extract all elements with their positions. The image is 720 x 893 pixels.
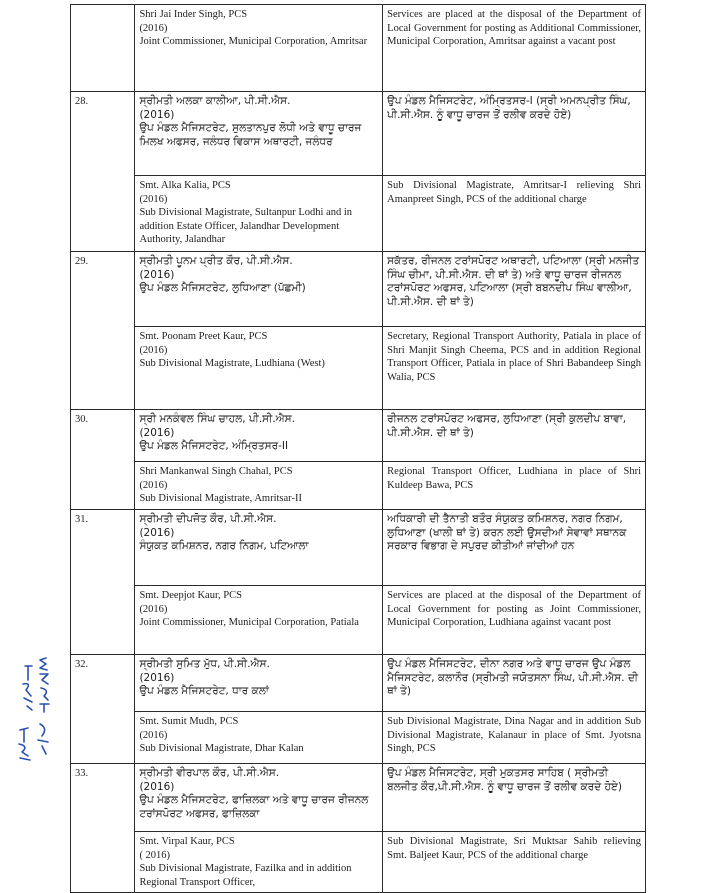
batch-year: (2016) <box>139 344 168 356</box>
batch-year: (2016) <box>139 671 175 684</box>
table-row <box>71 92 646 176</box>
serial-cell: 33. <box>71 764 135 893</box>
posting-cell-punjabi <box>383 252 646 327</box>
postings-table <box>70 4 646 893</box>
posting-cell-punjabi <box>383 410 646 462</box>
serial-cell <box>71 5 135 92</box>
present-designation-punjabi: ਉਪ ਮੰਡਲ ਮੈਜਿਸਟਰੇਟ, ਸੁਲਤਾਨਪੁਰ ਲੋਧੀ ਅਤੇ ਵਾਧੂ ਚਾਰਜ ਮਿਲਖ ਅਫਸਰ, ਜਲੰਧਰ ਵਿਕਾਸ ਅਥਾਰਟੀ, ਜਲੰਧਰ <box>139 122 362 148</box>
batch-year: ( 2016) <box>139 849 171 861</box>
present-designation: Sub Divisional Magistrate, Sultanpur Lodhi and in addition Estate Officer, Jalandhar Development Authority, Jalandhar <box>139 207 353 245</box>
officer-name: Smt. Virpal Kaur, PCS <box>139 836 235 847</box>
batch-year: (2016) <box>139 193 168 205</box>
name-cell-english <box>135 462 383 510</box>
name-cell-english <box>135 832 383 893</box>
posting-cell-english <box>383 5 646 92</box>
serial-cell: 28. <box>71 92 135 252</box>
posting-cell-english <box>383 832 646 893</box>
table-row <box>71 462 646 510</box>
serial-cell: 32. <box>71 655 135 764</box>
name-cell-punjabi <box>135 655 383 712</box>
table-row <box>71 712 646 764</box>
name-cell-english <box>135 712 383 764</box>
present-designation-punjabi: ਉਪ ਮੰਡਲ ਮੈਜਿਸਟਰੇਟ, ਲੁਧਿਆਣਾ (ਪੱਛਮੀ) <box>139 282 306 294</box>
new-posting: Sub Divisional Magistrate, Sri Muktsar Sahib relieving Smt. Baljeet Kaur, PCS of the additional charge <box>387 836 641 861</box>
posting-cell-english <box>383 586 646 655</box>
new-posting: Sub Divisional Magistrate, Dina Nagar and in addition Sub Divisional Magistrate, Kalanaur in place of Smt. Jyotsna Singh, PCS <box>387 716 641 754</box>
table-row <box>71 176 646 252</box>
serial-cell: 30. <box>71 410 135 510</box>
present-designation: Joint Commissioner, Municipal Corporation, Amritsar <box>139 36 368 47</box>
officer-name: Shri Jai Inder Singh, PCS <box>139 9 248 20</box>
new-posting: Services are placed at the disposal of the Department of Local Government for posting as Additional Commissioner, Municipal Corporation, Amritsar against a vacant post <box>387 9 641 47</box>
batch-year: (2016) <box>139 526 175 539</box>
officer-name-punjabi: ਸ੍ਰੀਮਤੀ ਅਲਕਾ ਕਾਲੀਆ, ਪੀ.ਸੀ.ਐਸ. <box>139 95 291 107</box>
present-designation: Sub Divisional Magistrate, Dhar Kalan <box>139 743 304 754</box>
batch-year: (2016) <box>139 603 168 615</box>
officer-name-punjabi: ਸ੍ਰੀਮਤੀ ਵੀਰਪਾਲ ਕੌਰ, ਪੀ.ਸੀ.ਐਸ. <box>139 767 280 779</box>
new-posting: Secretary, Regional Transport Authority, Patiala in place of Shri Manjit Singh Cheema, PCS and in addition Regional Transport Officer, Patiala in place of Shri Babandeep Singh Walia, PCS <box>387 331 641 383</box>
posting-cell-english <box>383 462 646 510</box>
table-row <box>71 764 646 832</box>
posting-cell-english <box>383 176 646 252</box>
new-posting-punjabi: ਉਪ ਮੰਡਲ ਮੈਜਿਸਟਰੇਟ, ਸ੍ਰੀ ਮੁਕਤਸਰ ਸਾਹਿਬ ( ਸ੍ਰੀਮਤੀ ਬਲਜੀਤ ਕੌਰ,ਪੀ.ਸੀ.ਐਸ. ਨੂੰ ਵਾਧੂ ਚਾਰਜ ਤੋਂ ਰਲੀਵ ਕਰਦੇ ਹੋਏ) <box>387 767 623 793</box>
new-posting: Sub Divisional Magistrate, Amritsar-I relieving Shri Amanpreet Singh, PCS of the additional charge <box>387 180 641 205</box>
present-designation-punjabi: ਉਪ ਮੰਡਲ ਮੈਜਿਸਟਰੇਟ, ਧਾਰ ਕਲਾਂ <box>139 685 269 697</box>
name-cell-english <box>135 327 383 410</box>
batch-year: (2016) <box>139 108 175 121</box>
batch-year: (2016) <box>139 426 175 439</box>
present-designation-punjabi: ਸੰਯੁਕਤ ਕਮਿਸ਼ਨਰ, ਨਗਰ ਨਿਗਮ, ਪਟਿਆਲਾ <box>139 540 309 552</box>
officer-name: Shri Mankanwal Singh Chahal, PCS <box>139 466 293 477</box>
name-cell-english <box>135 586 383 655</box>
officer-name-punjabi: ਸ੍ਰੀਮਤੀ ਦੀਪਜੋਤ ਕੌਰ, ਪੀ.ਸੀ.ਐਸ. <box>139 513 277 525</box>
posting-cell-punjabi <box>383 92 646 176</box>
new-posting-punjabi: ਸਕੱਤਰ, ਰੀਜਨਲ ਟਰਾਂਸਪੋਰਟ ਅਥਾਰਟੀ, ਪਟਿਆਲਾ (ਸ੍ਰੀ ਮਨਜੀਤ ਸਿੰਘ ਚੀਮਾ, ਪੀ.ਸੀ.ਐਸ. ਦੀ ਥਾਂ ਤੇ) ਅਤੇ ਵਾਧੂ ਚਾਰਜ ਰੀਜਨਲ ਟਰਾਂਸਪੋਰਟ ਅਫਸਰ, ਪਟਿਆਲਾ (ਸ੍ਰੀ ਬਬਨਦੀਪ ਸਿੰਘ ਵਾਲੀਆ, ਪੀ.ਸੀ.ਐਸ. ਦੀ ਥਾਂ ਤੇ) <box>387 255 640 308</box>
new-posting: Regional Transport Officer, Ludhiana in place of Shri Kuldeep Bawa, PCS <box>387 466 641 491</box>
serial-cell: 29. <box>71 252 135 410</box>
new-posting: Services are placed at the disposal of the Department of Local Government for posting as Joint Commissioner, Municipal Corporation, Ludhiana against vacant post <box>387 590 641 628</box>
posting-cell-english <box>383 712 646 764</box>
officer-name: Smt. Sumit Mudh, PCS <box>139 716 239 727</box>
present-designation: Sub Divisional Magistrate, Fazilka and in addition Regional Transport Officer, <box>139 863 352 888</box>
present-designation-punjabi: ਉਪ ਮੰਡਲ ਮੈਜਿਸਟਰੇਟ, ਅੰਮ੍ਰਿਤਸਰ-II <box>139 440 289 452</box>
table-row <box>71 510 646 586</box>
handwritten-signature <box>6 650 66 770</box>
table-row <box>71 655 646 712</box>
posting-cell-punjabi <box>383 764 646 832</box>
posting-cell-punjabi <box>383 510 646 586</box>
present-designation: Joint Commissioner, Municipal Corporation, Patiala <box>139 617 359 628</box>
new-posting-punjabi: ਅਧਿਕਾਰੀ ਦੀ ਤੈਨਾਤੀ ਬਤੌਰ ਸੰਯੁਕਤ ਕਮਿਸ਼ਨਰ, ਨਗਰ ਨਿਗਮ, ਲੁਧਿਆਣਾ (ਖਾਲੀ ਥਾਂ ਤੇ) ਕਰਨ ਲਈ ਉਸਦੀਆਂ ਸੇਵਾਵਾਂ ਸਥਾਨਕ ਸਰਕਾਰ ਵਿਭਾਗ ਦੇ ਸਪੁਰਦ ਕੀਤੀਆਂ ਜਾਂਦੀਆਂ ਹਨ <box>387 513 627 552</box>
officer-name-punjabi: ਸ੍ਰੀਮਤੀ ਪੂਨਮ ਪ੍ਰੀਤ ਕੌਰ, ਪੀ.ਸੀ.ਐਸ. <box>139 255 293 267</box>
batch-year: (2016) <box>139 479 168 491</box>
name-cell-punjabi <box>135 252 383 327</box>
batch-year: (2016) <box>139 268 175 281</box>
officer-name-punjabi: ਸ੍ਰੀਮਤੀ ਸੁਮਿਤ ਮੁੱਧ, ਪੀ.ਸੀ.ਐਸ. <box>139 658 270 670</box>
name-cell-english <box>135 5 383 92</box>
posting-cell-punjabi <box>383 655 646 712</box>
table-row <box>71 586 646 655</box>
present-designation: Sub Divisional Magistrate, Ludhiana (West) <box>139 358 325 369</box>
new-posting-punjabi: ਉਪ ਮੰਡਲ ਮੈਜਿਸਟਰੇਟ, ਅੰਮ੍ਰਿਤਸਰ-I (ਸ੍ਰੀ ਅਮਨਪ੍ਰੀਤ ਸਿੰਘ, ਪੀ.ਸੀ.ਐਸ. ਨੂੰ ਵਾਧੂ ਚਾਰਜ ਤੋਂ ਰਲੀਵ ਕਰਦੇ ਹੋਏ) <box>387 95 631 121</box>
name-cell-punjabi <box>135 410 383 462</box>
serial-cell: 31. <box>71 510 135 655</box>
new-posting-punjabi: ਉਪ ਮੰਡਲ ਮੈਜਿਸਟਰੇਟ, ਦੀਨਾ ਨਗਰ ਅਤੇ ਵਾਧੂ ਚਾਰਜ ਉਪ ਮੰਡਲ ਮੈਜਿਸਟਰੇਟ, ਕਲਾਨੌਰ (ਸ੍ਰੀਮਤੀ ਜਯੋਤਸਨਾ ਸਿੰਘ, ਪੀ.ਸੀ.ਐਸ. ਦੀ ਥਾਂ ਤੇ) <box>387 658 639 697</box>
batch-year: (2016) <box>139 22 168 34</box>
table-row <box>71 832 646 893</box>
table-row <box>71 5 646 92</box>
batch-year: (2016) <box>139 729 168 741</box>
officer-name: Smt. Alka Kalia, PCS <box>139 180 231 191</box>
table-row <box>71 327 646 410</box>
officer-name: Smt. Deepjot Kaur, PCS <box>139 590 242 601</box>
officer-name: Smt. Poonam Preet Kaur, PCS <box>139 331 268 342</box>
officer-name-punjabi: ਸ੍ਰੀ ਮਨਕੰਵਲ ਸਿੰਘ ਚਾਹਲ, ਪੀ.ਸੀ.ਐਸ. <box>139 413 295 425</box>
posting-cell-english <box>383 327 646 410</box>
name-cell-punjabi <box>135 764 383 832</box>
table-row <box>71 252 646 327</box>
present-designation: Sub Divisional Magistrate, Amritsar-II <box>139 493 302 504</box>
table-row <box>71 410 646 462</box>
present-designation-punjabi: ਉਪ ਮੰਡਲ ਮੈਜਿਸਟਰੇਟ, ਫਾਜ਼ਿਲਕਾ ਅਤੇ ਵਾਧੂ ਚਾਰਜ ਰੀਜਨਲ ਟਰਾਂਸਪੋਰਟ ਅਫਸਰ, ਫਾਜ਼ਿਲਕਾ <box>139 794 369 820</box>
batch-year: (2016) <box>139 780 175 793</box>
new-posting-punjabi: ਰੀਜਨਲ ਟਰਾਂਸਪੋਰਟ ਅਫਸਰ, ਲੁਧਿਆਣਾ (ਸ੍ਰੀ ਕੁਲਦੀਪ ਬਾਵਾ, ਪੀ.ਸੀ.ਐਸ. ਦੀ ਥਾਂ ਤੇ) <box>387 413 627 439</box>
name-cell-punjabi <box>135 92 383 176</box>
name-cell-punjabi <box>135 510 383 586</box>
name-cell-english <box>135 176 383 252</box>
